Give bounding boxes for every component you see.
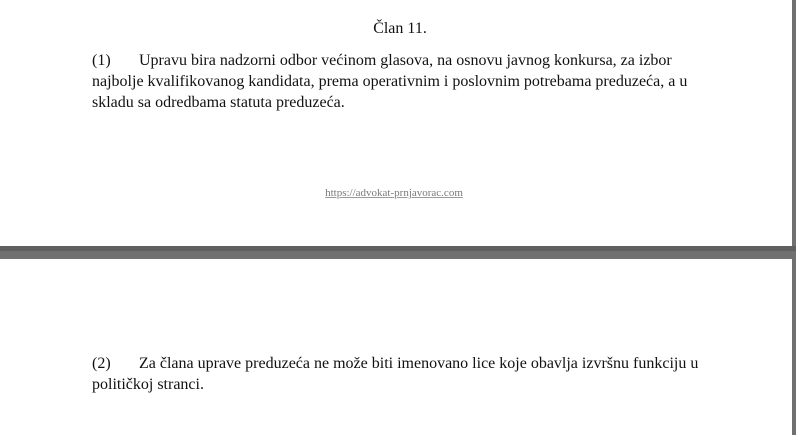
paragraph-2	[92, 353, 702, 395]
article-heading: Član 11.	[373, 20, 427, 37]
document-page-2	[0, 259, 792, 435]
paragraph-1	[92, 50, 702, 113]
page-separator	[0, 246, 796, 251]
website-link[interactable]: https://advokat-prnjavorac.com	[325, 187, 463, 199]
paragraph-1-number: (1)	[92, 52, 111, 69]
paragraph-1-text: Upravu bira nadzorni odbor većinom glasova, na osnovu javnog konkursa, za izbor najbolje kvalifikovanog kandidata, prema operativnim i poslovnim potrebama preduzeća, a u skladu sa odredbama statuta preduzeća.	[92, 52, 688, 111]
paragraph-2-text: Za člana uprave preduzeća ne može biti imenovano lice koje obavlja izvršnu funkciju u političkoj stranci.	[92, 355, 699, 393]
paragraph-2-number: (2)	[92, 355, 111, 372]
